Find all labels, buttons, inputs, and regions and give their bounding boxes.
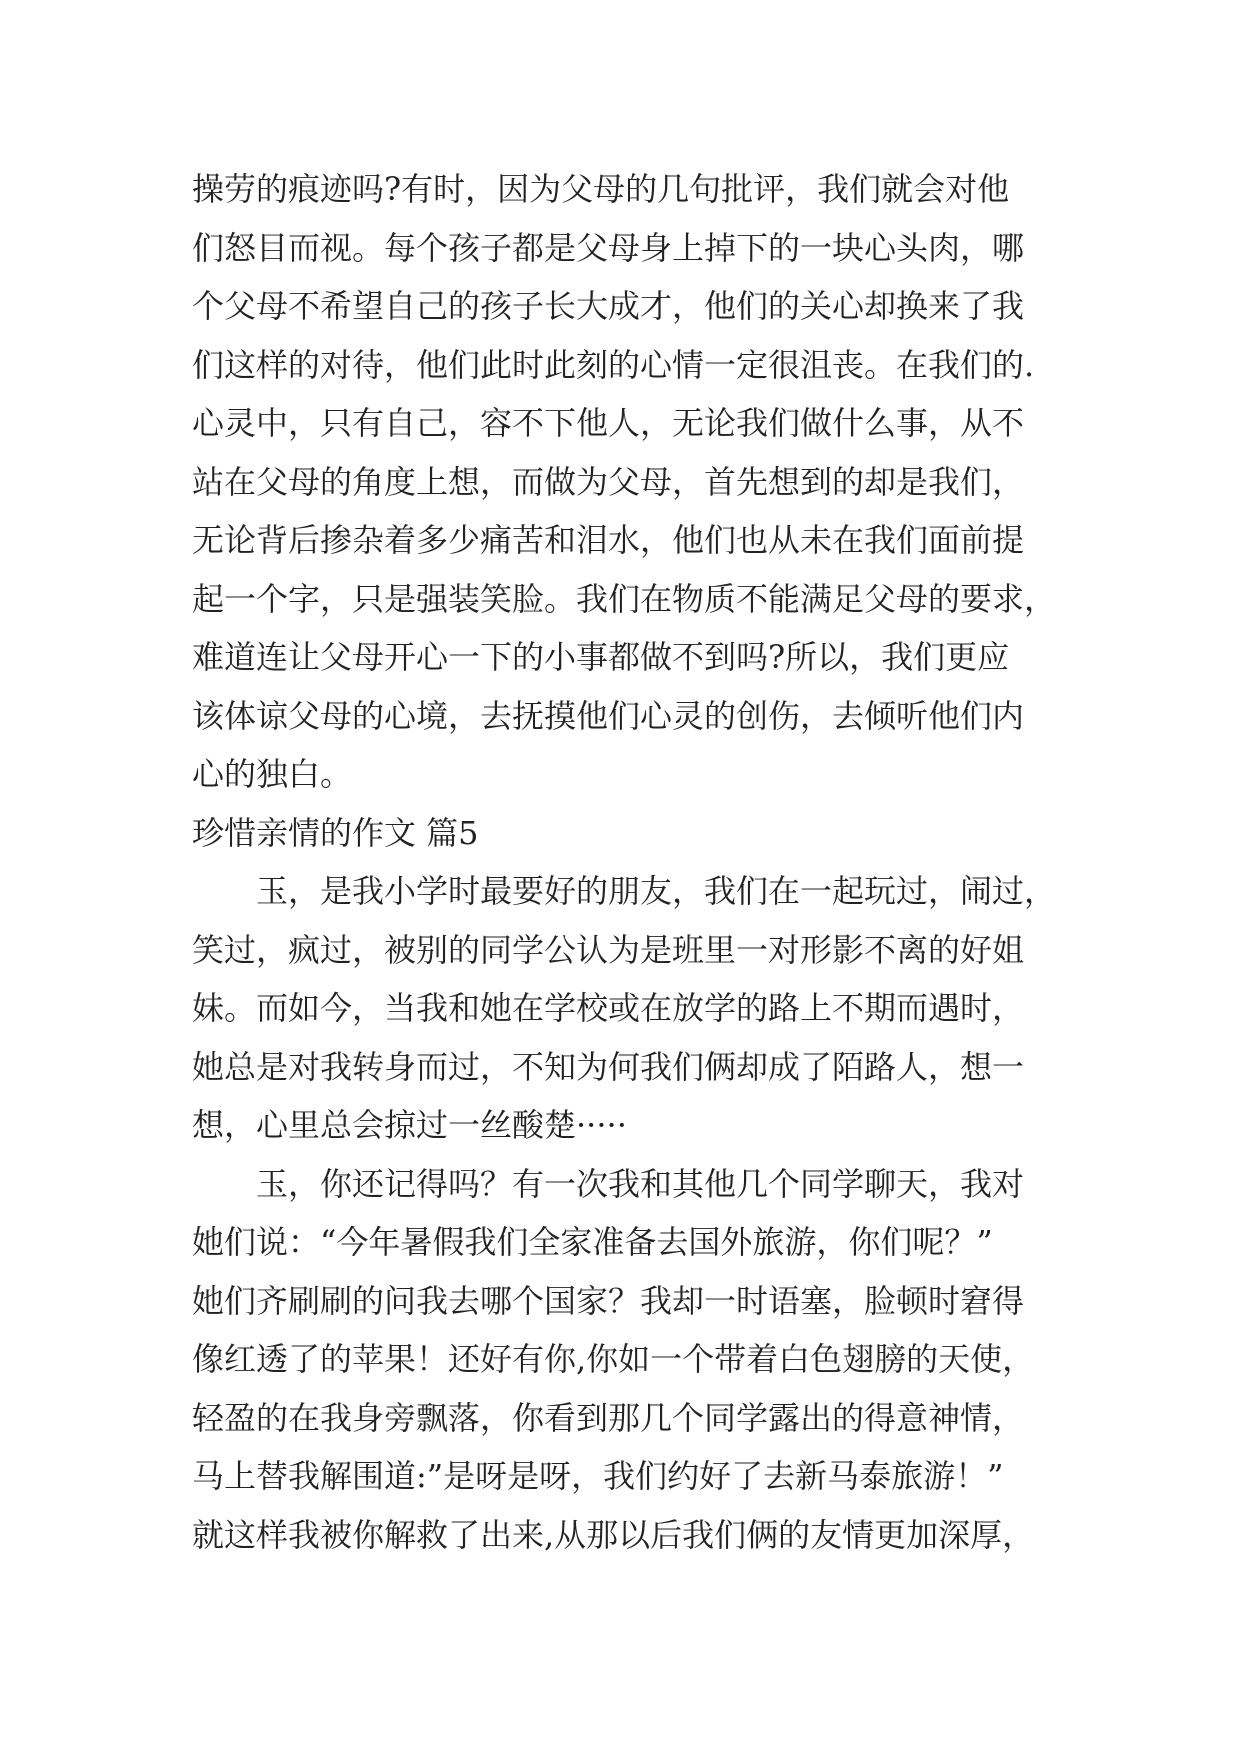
text-line: 她们齐刷刷的问我去哪个国家？我却一时语塞，脸顿时窘得: [192, 1281, 1025, 1320]
text-line: 难道连让父母开心一下的小事都做不到吗?所以，我们更应: [192, 638, 1010, 676]
text-line: 妹。而如今，当我和她在学校或在放学的路上不期而遇时，: [192, 989, 1025, 1027]
text-line: 操劳的痕迹吗?有时，因为父母的几句批评，我们就会对他: [192, 170, 1010, 208]
text-line: 想，心里总会掠过一丝酸楚·····: [192, 1106, 627, 1144]
text-line: 就这样我被你解救了出来,从那以后我们俩的友情更加深厚，: [192, 1515, 1035, 1554]
text-line: 站在父母的角度上想，而做为父母，首先想到的却是我们，: [192, 462, 1025, 501]
text-line: 像红透了的苹果！还好有你,你如一个带着白色翅膀的天使，: [192, 1340, 1035, 1378]
text-line: 起一个字，只是强装笑脸。我们在物质不能满足父母的要求，: [192, 579, 1057, 618]
paragraph-first-line: 玉，是我小学时最要好的朋友，我们在一起玩过，闹过，: [256, 872, 1057, 910]
text-line: 们这样的对待，他们此时此刻的心情一定很沮丧。在我们的.: [192, 345, 1035, 384]
text-line: 轻盈的在我身旁飘落，你看到那几个同学露出的得意神情，: [192, 1398, 1025, 1437]
text-line: 无论背后掺杂着多少痛苦和泪水，他们也从未在我们面前提: [192, 521, 1025, 559]
section-heading: 珍惜亲情的作文 篇5: [192, 813, 479, 852]
paragraph-first-line: 玉，你还记得吗？有一次我和其他几个同学聊天，我对: [256, 1164, 1025, 1203]
text-line: 她们说：“今年暑假我们全家准备去国外旅游，你们呢？”: [192, 1223, 993, 1261]
text-line: 笑过，疯过，被别的同学公认为是班里一对形影不离的好姐: [192, 930, 1025, 969]
text-line: 个父母不希望自己的孩子长大成才，他们的关心却换来了我: [192, 287, 1025, 325]
text-line: 马上替我解围道:”是呀是呀，我们约好了去新马泰旅游！”: [192, 1457, 1004, 1495]
essay-body: [192, 160, 1072, 1564]
text-line: 心的独白。: [192, 755, 353, 793]
text-line: 们怒目而视。每个孩子都是父母身上掉下的一块心头肉，哪: [192, 228, 1025, 267]
text-line: 她总是对我转身而过，不知为何我们俩却成了陌路人，想一: [192, 1047, 1025, 1086]
text-line: 该体谅父母的心境，去抚摸他们心灵的创伤，去倾听他们内: [192, 696, 1025, 735]
text-line: 心灵中，只有自己，容不下他人，无论我们做什么事，从不: [192, 404, 1025, 442]
